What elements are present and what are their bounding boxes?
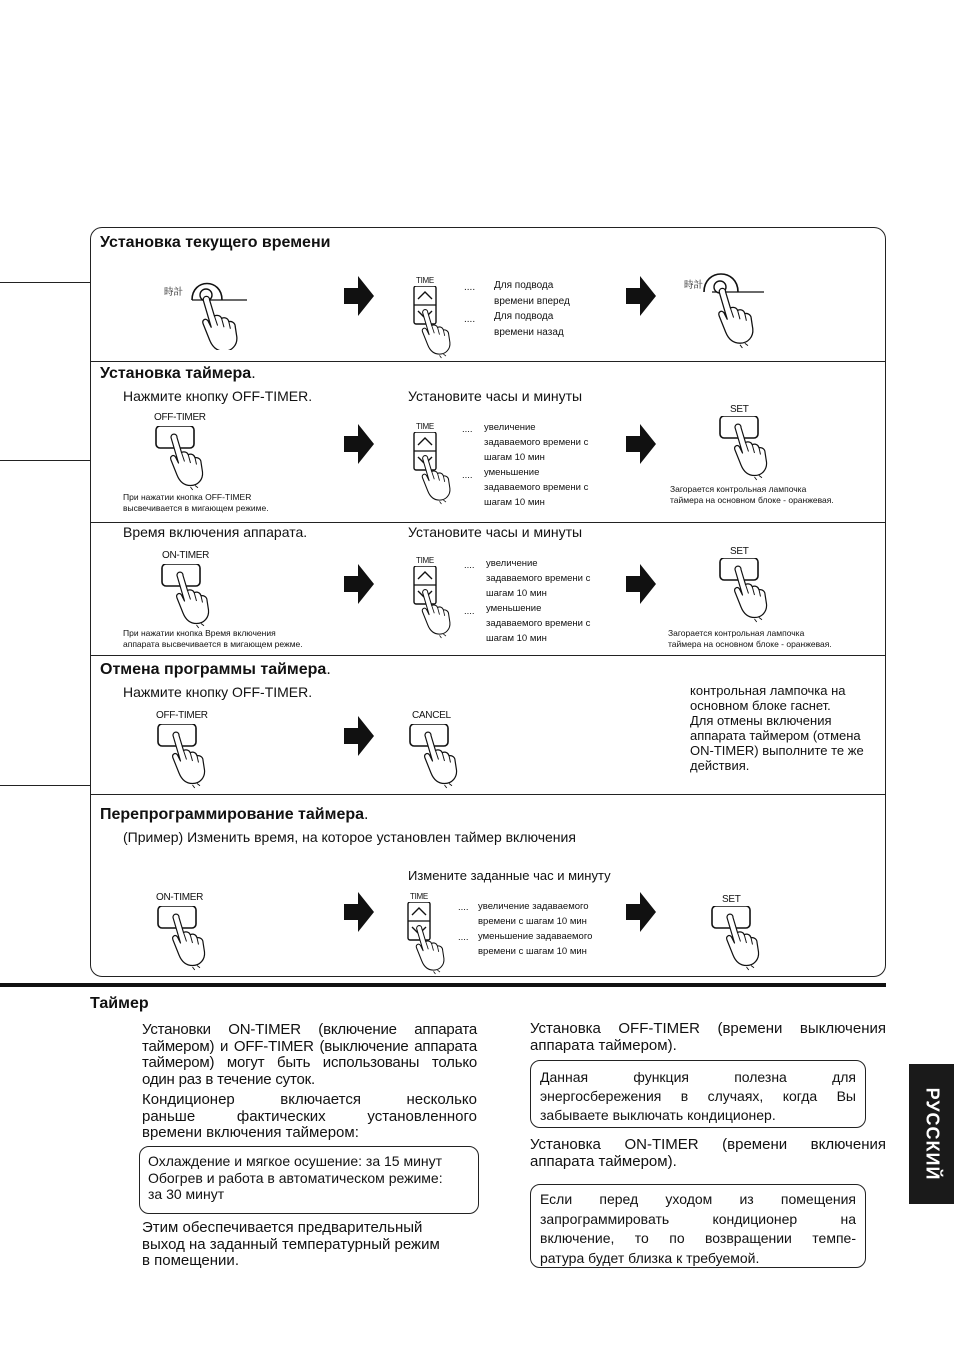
dots: .... bbox=[464, 282, 476, 293]
on-timer-section-title: Время включения аппарата. bbox=[123, 524, 308, 540]
lamp-note: Загорается контрольная лампочка таймера на основном блоке - оранжевая. bbox=[668, 628, 832, 649]
arrow-right-icon bbox=[344, 276, 374, 316]
hand-press-icon bbox=[682, 270, 772, 350]
reprogram-section-title: Перепрограммирование таймера. bbox=[100, 806, 369, 823]
arrow-right-icon bbox=[344, 892, 374, 932]
timer-info-right-p2: Установка ON-TIMER (времени включения аппарата таймером). bbox=[530, 1136, 886, 1170]
off-timer-note: При нажатии кнопка OFF-TIMER высвечивается в мигающем режиме. bbox=[123, 492, 269, 513]
set-label: SET bbox=[730, 546, 749, 557]
time-updown-icon bbox=[410, 566, 460, 646]
hand-press-icon bbox=[708, 906, 778, 986]
on-timer-button-illustration bbox=[154, 892, 224, 972]
dots: .... bbox=[462, 470, 473, 481]
time-button-illustration bbox=[404, 892, 454, 972]
hand-press-icon bbox=[408, 724, 478, 804]
set-label: SET bbox=[730, 404, 749, 415]
time-button-illustration bbox=[410, 556, 460, 636]
set-label: SET bbox=[722, 894, 741, 905]
dots: .... bbox=[464, 606, 475, 617]
arrow-right-icon bbox=[344, 424, 374, 464]
on-timer-note: При нажатии кнопка Время включения аппарата высвечивается в мигающем режме. bbox=[123, 628, 303, 649]
dots: .... bbox=[464, 560, 475, 571]
clock-section-title: Установка текущего времени bbox=[100, 234, 331, 251]
timer-info-left-p3: Этим обеспечивается предварительный выход на заданный температурный режим в помещении. bbox=[142, 1219, 440, 1269]
hand-press-icon bbox=[162, 270, 252, 350]
cancel-note: контрольная лампочка на основном блоке гаснет. Для отмены включения аппарата таймером (отмена ON-TIMER) выполните те же действия. bbox=[690, 683, 864, 773]
clock-button-illustration bbox=[162, 270, 252, 350]
dots: .... bbox=[462, 424, 473, 435]
set-button-illustration bbox=[708, 894, 778, 974]
arrow-right-icon bbox=[626, 564, 656, 604]
set-hours-minutes-text: Установите часы и минуты bbox=[408, 524, 583, 540]
section-divider bbox=[90, 655, 886, 656]
off-timer-button-illustration bbox=[154, 710, 224, 790]
lamp-note: Загорается контрольная лампочка таймера на основном блоке - оранжевая. bbox=[670, 484, 834, 505]
language-tab bbox=[909, 1064, 954, 1204]
section-rule bbox=[0, 983, 886, 987]
timer-info-left-p2: Кондиционер включается несколько раньше фактических установленного времени включения таймером: bbox=[142, 1091, 477, 1141]
on-timer-increment-text: увеличение задаваемого времени с шагам 10 мин уменьшение задаваемого времени с шагам 10 мин bbox=[486, 558, 591, 644]
on-timer-label: ON-TIMER bbox=[162, 550, 210, 561]
arrow-right-icon bbox=[626, 276, 656, 316]
timer-info-right-p1: Установка OFF-TIMER (времени выключения аппарата таймером). bbox=[530, 1020, 886, 1054]
timer-info-left-p1: Установки ON-TIMER (включение аппарата таймером) и OFF-TIMER (выключение аппарата таймером) могут быть использованы только один раз в течение суток. bbox=[142, 1021, 477, 1088]
timer-info-left-box: Охлаждение и мягкое осушение: за 15 минут Обогрев и работа в автоматическом режиме: за 30 минут bbox=[139, 1146, 479, 1214]
clock-button-illustration-2 bbox=[682, 270, 772, 350]
section-divider bbox=[90, 522, 886, 523]
time-button-illustration bbox=[410, 422, 460, 502]
timer-increment-text: увеличение задаваемого времени с шагам 10 мин уменьшение задаваемого времени с шагам 10 мин bbox=[484, 422, 589, 508]
timer-info-title: Таймер bbox=[90, 995, 149, 1012]
hand-press-icon bbox=[154, 906, 224, 986]
timer-section-title: Установка таймера. bbox=[100, 365, 256, 382]
hand-press-icon bbox=[716, 558, 786, 638]
timer-info-right-box2: Если перед уходом из помещения запрограммировать кондиционер на включение, то по возвращении темпе- ратура будет близка к требуемой. bbox=[530, 1184, 866, 1268]
time-label: TIME bbox=[416, 422, 434, 431]
on-timer-label: ON-TIMER bbox=[156, 892, 204, 903]
arrow-right-icon bbox=[626, 424, 656, 464]
time-updown-icon bbox=[410, 432, 460, 512]
dots: .... bbox=[458, 932, 469, 943]
change-hm-text: Измените заданные час и минуту bbox=[408, 868, 611, 883]
time-updown-icon bbox=[404, 902, 454, 982]
arrow-right-icon bbox=[626, 892, 656, 932]
arrow-right-icon bbox=[344, 564, 374, 604]
reprogram-example-text: (Пример) Изменить время, на которое установлен таймер включения bbox=[123, 829, 576, 845]
margin-line bbox=[0, 460, 90, 461]
on-timer-button-illustration bbox=[160, 550, 230, 630]
set-button-illustration bbox=[716, 404, 786, 484]
press-off-timer-text: Нажмите кнопку OFF-TIMER. bbox=[123, 388, 313, 404]
cancel-button-illustration bbox=[408, 710, 478, 790]
off-timer-button-illustration bbox=[152, 412, 222, 492]
off-timer-label: OFF-TIMER bbox=[156, 710, 208, 721]
margin-line bbox=[0, 282, 90, 283]
off-timer-label: OFF-TIMER bbox=[154, 412, 206, 423]
language-tab-label: РУССКИЙ bbox=[922, 1087, 942, 1181]
arrow-right-icon bbox=[344, 716, 374, 756]
timer-info-right-box1: Данная функция полезна для энергосбережения в случаях, когда Вы забываете выключать кондиционер. bbox=[530, 1060, 866, 1128]
cancel-section-title: Отмена программы таймера. bbox=[100, 661, 331, 678]
time-label: TIME bbox=[416, 276, 434, 285]
margin-line bbox=[0, 785, 90, 786]
time-label: TIME bbox=[410, 892, 428, 901]
set-button-illustration bbox=[716, 546, 786, 626]
time-button-illustration bbox=[410, 276, 460, 356]
time-updown-icon bbox=[410, 286, 460, 366]
reprogram-increment-text: увеличение задаваемого времени с шагам 10 мин уменьшение задаваемого времени с шагам 10 мин bbox=[478, 901, 593, 957]
clock-kanji: 時計 bbox=[164, 287, 184, 298]
time-label: TIME bbox=[416, 556, 434, 565]
set-hours-minutes-text: Установите часы и минуты bbox=[408, 388, 583, 404]
dots: .... bbox=[458, 902, 469, 913]
hand-press-icon bbox=[154, 724, 224, 804]
press-off-timer-text: Нажмите кнопку OFF-TIMER. bbox=[123, 684, 313, 700]
clock-forward-text: Для подвода времени вперед Для подвода времени назад bbox=[494, 280, 570, 338]
clock-kanji: 時計 bbox=[684, 280, 704, 291]
section-divider bbox=[90, 361, 886, 362]
cancel-label: CANCEL bbox=[412, 710, 451, 721]
dots: .... bbox=[464, 314, 476, 325]
